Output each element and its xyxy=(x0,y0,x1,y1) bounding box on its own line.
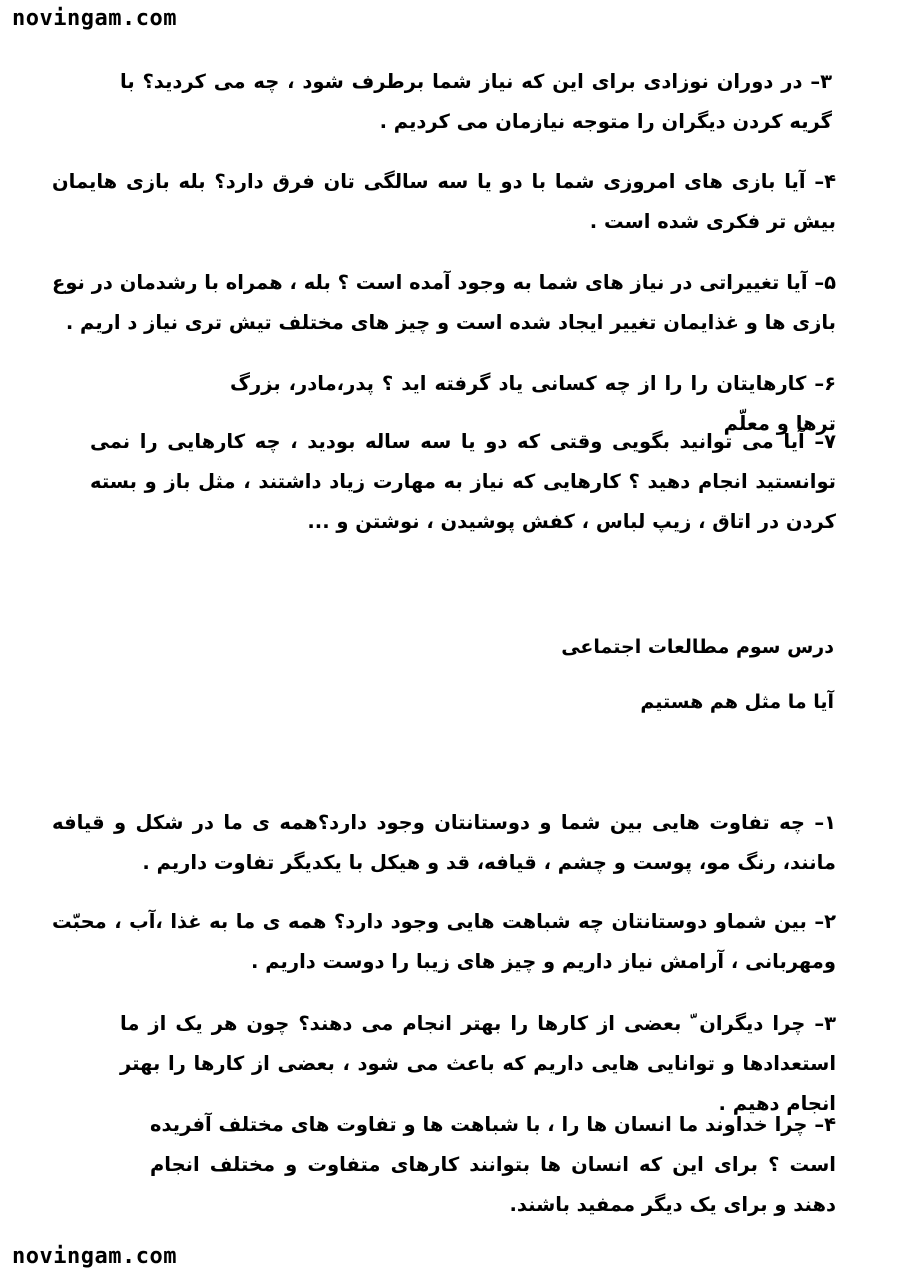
lesson-title: درس سوم مطالعات اجتماعی xyxy=(561,636,834,658)
answer-7: ۷– آیا می توانید بگویی وقتی که دو یا سه ساله بودید ، چه کارهایی را نمی توانستید انجام دهید ؟ کارهایی که نیاز به مهارت زیاد داشتند ، مثل باز و بسته کردن در اتاق ، زیپ لباس ، کفش پوشیدن ، نوشتن و ... xyxy=(90,430,836,533)
answer-6: ۶– کارهایتان را را از چه کسانی یاد گرفته اید ؟ پدر،مادر، بزرگ ترها و معلّم xyxy=(230,372,836,435)
answer-1: ۱– چه تفاوت هایی بین شما و دوستانتان وجود دارد؟همه ی ما در شکل و قیافه مانند، رنگ مو، پوست و چشم ، قیافه، قد و هیکل با یکدیگر تفاوت داریم . xyxy=(52,811,836,874)
watermark-top: novingam.com xyxy=(12,6,177,31)
answer-2: ۲– بین شماو دوستانتان چه شباهت هایی وجود دارد؟ همه ی ما به غذا ،آب ، محبّت ومهربانی ، آرامش نیاز داریم و چیز های زیبا را دوست داریم . xyxy=(52,910,836,973)
watermark-bottom: novingam.com xyxy=(12,1244,177,1269)
answer-4: ۴– آیا بازی های امروزی شما با دو یا سه سالگی تان فرق دارد؟ بله بازی هایمان بیش تر فکری شده است . xyxy=(52,170,836,233)
answer-3b: ۳– چرا دیگران ّ بعضی از کارها را بهتر انجام می دهند؟ چون هر یک از ما استعدادها و توانایی هایی داریم که باعث می شود ، بعضی از کارها را بهتر انجام دهیم . xyxy=(120,1012,836,1115)
answer-5: ۵– آیا تغییراتی در نیاز های شما به وجود آمده است ؟ بله ، همراه با رشدمان در نوع بازی ها و غذایمان تغییر ایجاد شده است و چیز های مختلف تیش تری نیاز د اریم . xyxy=(52,271,836,334)
answer-4b: ۴– چرا خداوند ما انسان ها را ، با شباهت ها و تفاوت های مختلف آفریده است ؟ برای این که انسان ها بتوانند کارهای متفاوت و مختلف انجام دهند و برای یک دیگر ممفید باشند. xyxy=(150,1113,836,1216)
lesson-subtitle: آیا ما مثل هم هستیم xyxy=(640,691,834,713)
answer-3: ۳– در دوران نوزادی برای این که نیاز شما برطرف شود ، چه می کردید؟ با گریه کردن دیگران را متوجه نیازمان می کردیم . xyxy=(120,70,832,133)
